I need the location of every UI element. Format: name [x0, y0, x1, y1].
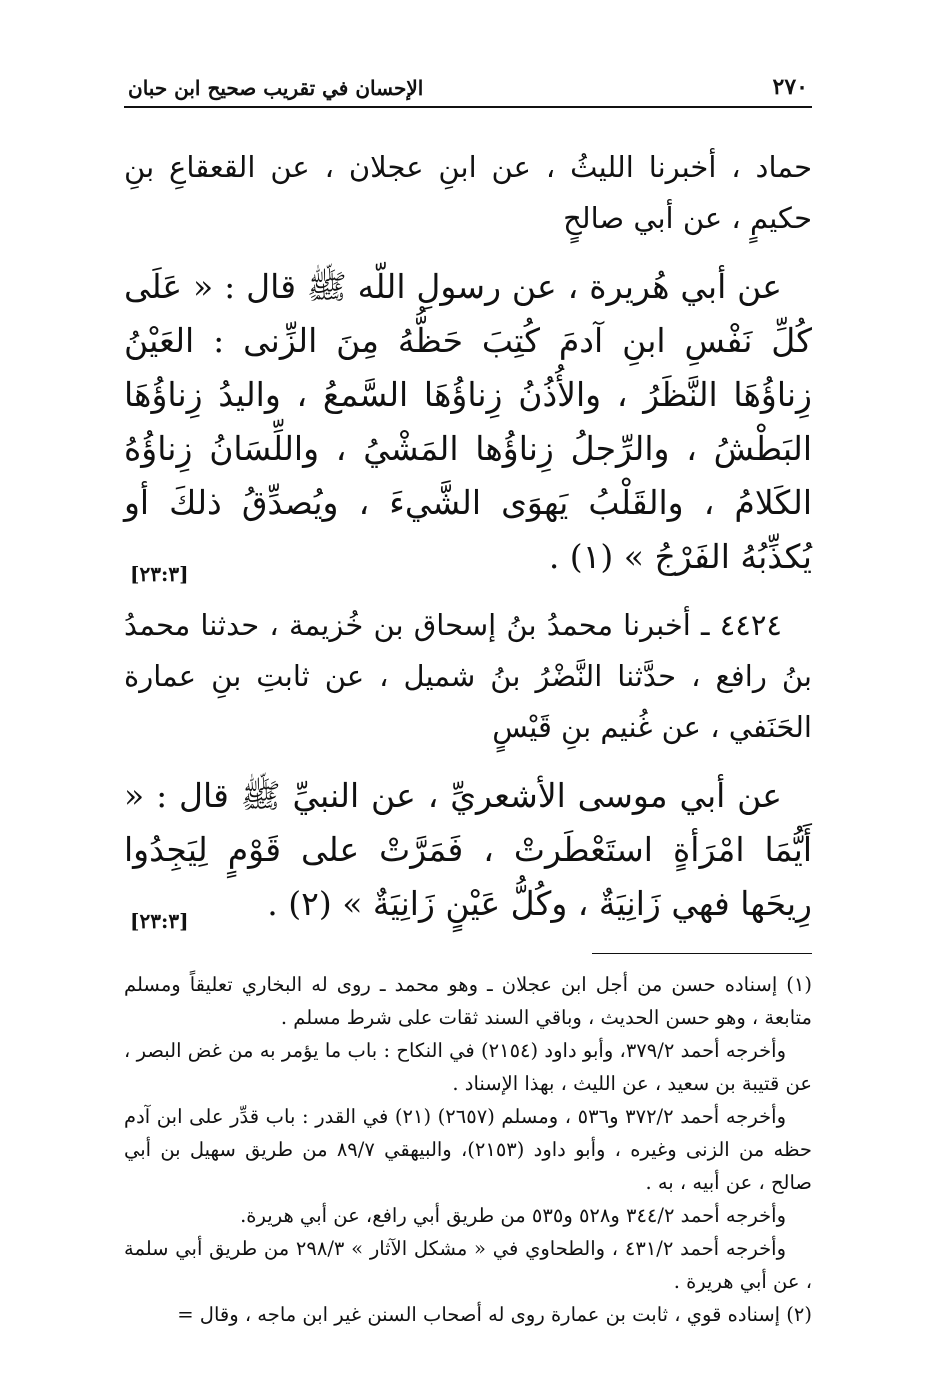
paragraph-isnad-1: حماد ، أخبرنا الليثُ ، عن ابنِ عجلان ، عن القعقاعِ بنِ حكيمٍ ، عن أبي صالحٍ [124, 150, 812, 235]
footnotes [124, 968, 812, 1331]
footnote-1-takhrij-3: وأخرجه أحمد ٣٤٤/٢ و٥٢٨ و٥٣٥ من طريق أبي رافع، عن أبي هريرة. [240, 1204, 786, 1227]
book-page [124, 60, 812, 1331]
page-number: ٢٧٠ [772, 74, 808, 100]
reference-marker-2: [٢٣:٣] [130, 909, 189, 933]
footnote-1-takhrij-2: وأخرجه أحمد ٣٧٢/٢ و٥٣٦ ، ومسلم (٢٦٥٧) (٢١) في القدر : باب قدِّر على ابن آدم حظه من الزنى وغيره ، وأبو داود (٢١٥٣)، والبيهقي ٨٩/٧ من طريق سهيل بن أبي صالح ، عن أبيه ، به . [124, 1105, 812, 1194]
footnote-1-takhrij-4: وأخرجه أحمد ٤٣١/٢ ، والطحاوي في « مشكل الآثار » ٢٩٨/٣ من طريق أبي سلمة ، عن أبي هريرة . [124, 1237, 812, 1293]
footnote-2-grading: (٢) إسناده قوي ، ثابت بن عمارة روى له أصحاب السنن غير ابن ماجه ، وقال = [177, 1303, 812, 1326]
main-text [124, 142, 812, 933]
running-title: الإحسان في تقريب صحيح ابن حبان [128, 76, 424, 100]
paragraph-isnad-2: ٤٤٢٤ ـ أخبرنا محمدُ بنُ إسحاق بن خُزيمة ، حدثنا محمدُ بنُ رافع ، حدَّثنا النَّضْرُ بنُ شميل ، عن ثابتِ بنِ عمارة الحَنَفي ، عن غُنيم بنِ قَيْسٍ [124, 608, 812, 744]
paragraph-hadith-1: عن أبي هُريرة ، عن رسولِ اللّه ﷺ قال : « عَلَى كُلِّ نَفْسِ ابنِ آدمَ كُتِبَ حَظُّهُ مِنَ الزِّنى : العَيْنُ زِناؤُهَا النَّظَرُ ، والأُذُنُ زِناؤُهَا السَّمعُ ، واليدُ زِناؤُهَا البَطْشُ ، والرِّجلُ زِناؤُها المَشْيُ ، واللِّسَانُ زِناؤُهُ الكَلامُ ، والقَلْبُ يَهوَى الشَّيءَ ، ويُصدِّقُ ذلكَ أو يُكذِّبُهُ الفَرْجُ » (١) . [124, 267, 812, 576]
paragraph-hadith-2: عن أبي موسى الأشعريِّ ، عن النبيِّ ﷺ قال : « أَيُّمَا امْرَأةٍ استَعْطَرتْ ، فَمَرَّتْ على قَوْمٍ لِيَجِدُوا رِيحَها فهي زَانِيَةٌ ، وكُلُّ عَيْنٍ زَانِيَةٌ » (٢) . [124, 776, 812, 923]
page-header [124, 60, 812, 108]
reference-marker-1: [٢٣:٣] [130, 562, 189, 586]
footnote-separator [592, 953, 812, 954]
footnote-1-takhrij-1: وأخرجه أحمد ٣٧٩/٢، وأبو داود (٢١٥٤) في النكاح : باب ما يؤمر به من غض البصر ، عن قتيبة بن سعيد ، عن الليث ، بهذا الإسناد . [124, 1039, 812, 1095]
footnote-1-grading: (١) إسناده حسن من أجل ابن عجلان ـ وهو محمد ـ روى له البخاري تعليقاً ومسلم متابعة ، وهو حسن الحديث ، وباقي السند ثقات على شرط مسلم . [124, 973, 812, 1029]
